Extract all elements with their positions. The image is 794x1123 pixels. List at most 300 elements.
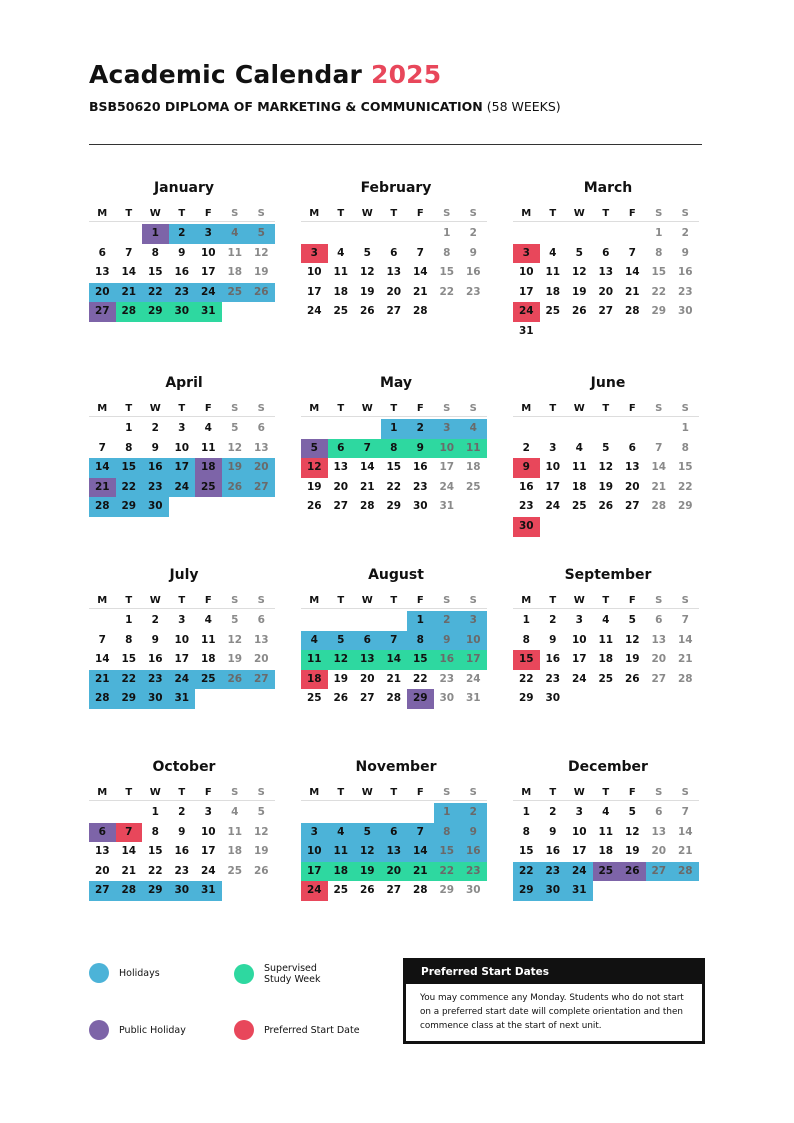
- month-grid: [513, 592, 703, 709]
- day-cell: 27: [651, 672, 667, 685]
- day-cell: 25: [333, 305, 349, 318]
- day-cell: 1: [522, 614, 530, 626]
- weekday-header: W: [354, 592, 381, 609]
- day-cell: 13: [624, 461, 640, 474]
- day-cell: 20: [624, 480, 640, 493]
- day-cell: 7: [655, 441, 663, 454]
- day-cell: 25: [333, 884, 349, 897]
- day-cell: 4: [549, 246, 557, 259]
- empty-cell: [328, 419, 355, 439]
- month-grid: [513, 784, 703, 901]
- day-cell: 26: [359, 305, 375, 318]
- day-cell: 25: [571, 500, 587, 513]
- day-cell: 12: [624, 633, 640, 646]
- day-cell: 25: [306, 692, 322, 705]
- month-february: [301, 178, 491, 322]
- weekday-header: F: [407, 784, 434, 801]
- day-cell: 11: [200, 633, 216, 646]
- day-cell: 13: [253, 633, 269, 646]
- day-cell: 22: [116, 478, 143, 498]
- empty-cell: [328, 224, 355, 244]
- day-cell: 13: [94, 266, 110, 279]
- day-cell: 8: [381, 439, 408, 459]
- weekday-header: T: [540, 784, 567, 801]
- day-cell: 1: [407, 611, 434, 631]
- day-cell: 2: [178, 806, 186, 818]
- empty-cell: [593, 224, 620, 244]
- day-cell: 15: [434, 842, 461, 862]
- day-cell: 19: [624, 653, 640, 666]
- weekday-header: S: [672, 205, 699, 222]
- empty-cell: [301, 224, 328, 244]
- weekday-header: S: [434, 400, 461, 417]
- month-name: March: [583, 180, 633, 196]
- day-cell: 21: [359, 480, 375, 493]
- month-grid: [513, 205, 703, 342]
- weekday-header: T: [381, 784, 408, 801]
- day-cell: 29: [677, 500, 693, 513]
- day-cell: 21: [677, 653, 693, 666]
- day-cell: 26: [598, 500, 614, 513]
- empty-cell: [381, 611, 408, 631]
- day-cell: 21: [386, 672, 402, 685]
- day-cell: 2: [169, 224, 196, 244]
- day-cell: 17: [301, 862, 328, 882]
- weekday-header: F: [619, 784, 646, 801]
- day-cell: 4: [222, 224, 249, 244]
- day-cell: 17: [518, 285, 534, 298]
- day-cell: 7: [354, 439, 381, 459]
- day-cell: 6: [354, 631, 381, 651]
- weekday-header: S: [460, 592, 487, 609]
- empty-cell: [354, 803, 381, 823]
- weekday-header: M: [513, 784, 540, 801]
- weekday-header: M: [89, 400, 116, 417]
- day-cell: 31: [169, 689, 196, 709]
- empty-cell: [513, 419, 540, 439]
- day-cell: 19: [222, 458, 249, 478]
- day-cell: 18: [227, 845, 243, 858]
- day-cell: 5: [231, 614, 239, 626]
- weekday-header: T: [593, 400, 620, 417]
- day-cell: 2: [151, 614, 159, 626]
- day-cell: 23: [142, 670, 169, 690]
- day-cell: 23: [540, 862, 567, 882]
- day-cell: 24: [195, 283, 222, 303]
- weekday-header: S: [460, 205, 487, 222]
- day-cell: 10: [460, 631, 487, 651]
- preferred-start-heading: Preferred Start Dates: [406, 961, 702, 984]
- day-cell: 13: [354, 650, 381, 670]
- day-cell: 23: [169, 283, 196, 303]
- day-cell: 26: [359, 884, 375, 897]
- month-may: [301, 373, 491, 517]
- month-name: August: [368, 567, 424, 583]
- day-cell: 10: [200, 825, 216, 838]
- day-cell: 26: [306, 500, 322, 513]
- day-cell: 23: [465, 285, 481, 298]
- day-cell: 5: [328, 631, 355, 651]
- day-cell: 20: [253, 653, 269, 666]
- weekday-header: T: [593, 592, 620, 609]
- day-cell: 23: [412, 480, 428, 493]
- day-cell: 23: [142, 478, 169, 498]
- preferred-start-body: You may commence any Monday. Students who do not start on a preferred start date will complete orientation and then commence class at the start of next unit.: [420, 993, 684, 1031]
- day-cell: 14: [89, 458, 116, 478]
- day-cell: 1: [151, 806, 159, 818]
- day-cell: 24: [169, 478, 196, 498]
- day-cell: 5: [231, 422, 239, 434]
- day-cell: 22: [651, 285, 667, 298]
- day-cell: 17: [439, 461, 455, 474]
- day-cell: 17: [200, 266, 216, 279]
- month-grid: [89, 400, 279, 517]
- weekday-header: T: [169, 400, 196, 417]
- day-cell: 13: [651, 825, 667, 838]
- weekday-header: F: [619, 400, 646, 417]
- day-cell: 7: [98, 633, 106, 646]
- day-cell: 9: [178, 825, 186, 838]
- day-cell: 23: [460, 862, 487, 882]
- day-cell: 19: [624, 845, 640, 858]
- empty-cell: [619, 419, 646, 439]
- day-cell: 19: [253, 845, 269, 858]
- weekday-header: F: [407, 592, 434, 609]
- day-cell: 31: [195, 881, 222, 901]
- weekday-header: W: [566, 592, 593, 609]
- day-cell: 13: [253, 441, 269, 454]
- day-cell: 22: [386, 480, 402, 493]
- day-cell: 13: [386, 266, 402, 279]
- weekday-header: M: [513, 592, 540, 609]
- weekday-header: S: [222, 400, 249, 417]
- weekday-header: F: [619, 592, 646, 609]
- day-cell: 6: [98, 246, 106, 259]
- month-name: October: [152, 759, 216, 775]
- day-cell: 6: [655, 614, 663, 626]
- weekday-header: T: [328, 592, 355, 609]
- weekday-header: M: [301, 205, 328, 222]
- day-cell: 4: [204, 422, 212, 434]
- course-name: BSB50620 DIPLOMA OF MARKETING & COMMUNICATION: [89, 99, 483, 114]
- weekday-header: T: [169, 784, 196, 801]
- empty-cell: [89, 419, 116, 439]
- day-cell: 9: [681, 246, 689, 259]
- month-april: [89, 373, 279, 517]
- day-cell: 23: [545, 672, 561, 685]
- day-cell: 29: [651, 305, 667, 318]
- day-cell: 23: [677, 285, 693, 298]
- day-cell: 30: [142, 497, 169, 517]
- day-cell: 27: [89, 881, 116, 901]
- weekday-header: T: [381, 400, 408, 417]
- day-cell: 4: [231, 806, 239, 818]
- day-cell: 9: [178, 246, 186, 259]
- weekday-header: S: [646, 400, 673, 417]
- day-cell: 22: [518, 672, 534, 685]
- day-cell: 14: [677, 633, 693, 646]
- day-cell: 12: [359, 266, 375, 279]
- day-cell: 11: [328, 842, 355, 862]
- day-cell: 16: [677, 266, 693, 279]
- day-cell: 19: [598, 480, 614, 493]
- day-cell: 22: [439, 285, 455, 298]
- day-cell: 12: [253, 825, 269, 838]
- day-cell: 9: [151, 633, 159, 646]
- day-cell: 25: [195, 670, 222, 690]
- day-cell: 28: [412, 884, 428, 897]
- day-cell: 5: [301, 439, 328, 459]
- day-cell: 18: [465, 461, 481, 474]
- day-cell: 6: [390, 246, 398, 259]
- day-cell: 11: [227, 246, 243, 259]
- day-cell: 29: [518, 692, 534, 705]
- day-cell: 6: [328, 439, 355, 459]
- day-cell: 15: [386, 461, 402, 474]
- day-cell: 30: [513, 517, 540, 537]
- day-cell: 21: [407, 862, 434, 882]
- empty-cell: [407, 224, 434, 244]
- day-cell: 27: [89, 302, 116, 322]
- day-cell: 10: [518, 266, 534, 279]
- day-cell: 29: [142, 881, 169, 901]
- weekday-header: S: [222, 592, 249, 609]
- day-cell: 26: [253, 864, 269, 877]
- day-cell: 28: [386, 692, 402, 705]
- weekday-header: T: [116, 784, 143, 801]
- legend-label-preferred-start: Preferred Start Date: [264, 1024, 360, 1036]
- day-cell: 16: [545, 845, 561, 858]
- weekday-header: S: [646, 784, 673, 801]
- day-cell: 22: [434, 862, 461, 882]
- day-cell: 25: [545, 305, 561, 318]
- month-name: February: [360, 180, 432, 196]
- day-cell: 10: [306, 266, 322, 279]
- weekday-header: W: [566, 784, 593, 801]
- header-divider: [89, 144, 702, 145]
- day-cell: 14: [677, 825, 693, 838]
- weekday-header: T: [540, 592, 567, 609]
- day-cell: 30: [169, 302, 196, 322]
- day-cell: 10: [301, 842, 328, 862]
- day-cell: 27: [386, 884, 402, 897]
- day-cell: 15: [651, 266, 667, 279]
- day-cell: 15: [121, 653, 137, 666]
- day-cell: 4: [328, 823, 355, 843]
- day-cell: 12: [354, 842, 381, 862]
- day-cell: 8: [151, 246, 159, 259]
- day-cell: 30: [545, 692, 561, 705]
- weekday-header: S: [222, 205, 249, 222]
- empty-cell: [593, 419, 620, 439]
- day-cell: 7: [416, 246, 424, 259]
- day-cell: 18: [301, 670, 328, 690]
- weekday-header: S: [248, 205, 275, 222]
- day-cell: 18: [571, 480, 587, 493]
- day-cell: 5: [575, 246, 583, 259]
- day-cell: 22: [142, 283, 169, 303]
- day-cell: 16: [174, 266, 190, 279]
- day-cell: 8: [125, 441, 133, 454]
- day-cell: 9: [460, 823, 487, 843]
- month-name: January: [153, 180, 215, 196]
- month-name: September: [564, 567, 652, 583]
- day-cell: 20: [94, 864, 110, 877]
- day-cell: 18: [598, 653, 614, 666]
- day-cell: 27: [598, 305, 614, 318]
- day-cell: 16: [142, 458, 169, 478]
- weekday-header: S: [434, 205, 461, 222]
- weekday-header: W: [566, 400, 593, 417]
- legend-label-public-holiday: Public Holiday: [119, 1024, 186, 1036]
- month-grid: [513, 400, 703, 537]
- day-cell: 13: [381, 842, 408, 862]
- day-cell: 29: [513, 881, 540, 901]
- day-cell: 25: [227, 864, 243, 877]
- day-cell: 17: [460, 650, 487, 670]
- month-grid: [89, 205, 279, 322]
- day-cell: 16: [147, 653, 163, 666]
- empty-cell: [354, 611, 381, 631]
- month-name: May: [379, 375, 413, 391]
- day-cell: 19: [333, 672, 349, 685]
- day-cell: 2: [434, 611, 461, 631]
- day-cell: 28: [89, 497, 116, 517]
- day-cell: 10: [434, 439, 461, 459]
- month-november: [301, 757, 491, 901]
- day-cell: 21: [89, 670, 116, 690]
- day-cell: 4: [575, 441, 583, 454]
- weekday-header: S: [248, 400, 275, 417]
- weekday-header: S: [672, 400, 699, 417]
- day-cell: 11: [301, 650, 328, 670]
- day-cell: 2: [469, 227, 477, 239]
- day-cell: 11: [545, 266, 561, 279]
- weekday-header: W: [354, 784, 381, 801]
- day-cell: 11: [598, 633, 614, 646]
- day-cell: 11: [200, 441, 216, 454]
- day-cell: 15: [116, 458, 143, 478]
- empty-cell: [328, 611, 355, 631]
- day-cell: 27: [624, 500, 640, 513]
- day-cell: 8: [151, 825, 159, 838]
- day-cell: 20: [651, 653, 667, 666]
- day-cell: 1: [522, 806, 530, 818]
- day-cell: 30: [142, 689, 169, 709]
- day-cell: 10: [571, 825, 587, 838]
- day-cell: 22: [677, 480, 693, 493]
- month-grid: [89, 784, 279, 901]
- day-cell: 4: [602, 806, 610, 818]
- weekday-header: T: [381, 592, 408, 609]
- weekday-header: W: [354, 400, 381, 417]
- day-cell: 22: [513, 862, 540, 882]
- day-cell: 5: [363, 246, 371, 259]
- day-cell: 16: [174, 845, 190, 858]
- day-cell: 12: [227, 633, 243, 646]
- day-cell: 1: [125, 614, 133, 626]
- day-cell: 25: [598, 672, 614, 685]
- day-cell: 9: [434, 631, 461, 651]
- day-cell: 4: [301, 631, 328, 651]
- empty-cell: [116, 224, 143, 244]
- day-cell: 1: [443, 227, 451, 239]
- day-cell: 28: [89, 689, 116, 709]
- day-cell: 17: [306, 285, 322, 298]
- empty-cell: [540, 224, 567, 244]
- month-grid: [301, 400, 491, 517]
- preferred-start-box: [403, 958, 705, 1044]
- weekday-header: M: [89, 784, 116, 801]
- day-cell: 25: [593, 862, 620, 882]
- weekday-header: T: [328, 784, 355, 801]
- day-cell: 6: [89, 823, 116, 843]
- weekday-header: W: [566, 205, 593, 222]
- day-cell: 8: [443, 246, 451, 259]
- day-cell: 21: [116, 283, 143, 303]
- month-september: [513, 565, 703, 709]
- day-cell: 24: [301, 881, 328, 901]
- day-cell: 21: [121, 864, 137, 877]
- day-cell: 24: [169, 670, 196, 690]
- day-cell: 7: [116, 823, 143, 843]
- course-subtitle: [89, 99, 561, 114]
- day-cell: 2: [407, 419, 434, 439]
- day-cell: 29: [439, 884, 455, 897]
- weekday-header: T: [381, 205, 408, 222]
- day-cell: 31: [566, 881, 593, 901]
- month-name: December: [568, 759, 648, 775]
- day-cell: 24: [439, 480, 455, 493]
- weekday-header: T: [593, 784, 620, 801]
- day-cell: 18: [598, 845, 614, 858]
- day-cell: 9: [151, 441, 159, 454]
- legend-supervised-study: [234, 963, 320, 985]
- day-cell: 28: [624, 305, 640, 318]
- day-cell: 3: [549, 441, 557, 454]
- day-cell: 19: [253, 266, 269, 279]
- day-cell: 6: [628, 441, 636, 454]
- day-cell: 20: [381, 862, 408, 882]
- day-cell: 3: [301, 823, 328, 843]
- day-cell: 29: [142, 302, 169, 322]
- empty-cell: [566, 419, 593, 439]
- legend-label-holidays: Holidays: [119, 967, 160, 979]
- weekday-header: S: [646, 592, 673, 609]
- day-cell: 18: [200, 653, 216, 666]
- day-cell: 17: [571, 845, 587, 858]
- weekday-header: F: [619, 205, 646, 222]
- day-cell: 22: [412, 672, 428, 685]
- day-cell: 10: [200, 246, 216, 259]
- day-cell: 19: [354, 862, 381, 882]
- legend-label-supervised-line1: Supervised: [264, 963, 317, 974]
- day-cell: 10: [545, 461, 561, 474]
- day-cell: 13: [333, 461, 349, 474]
- day-cell: 15: [147, 266, 163, 279]
- day-cell: 14: [121, 266, 137, 279]
- day-cell: 23: [174, 864, 190, 877]
- weekday-header: M: [301, 400, 328, 417]
- empty-cell: [619, 224, 646, 244]
- day-cell: 4: [460, 419, 487, 439]
- day-cell: 26: [248, 283, 275, 303]
- weekday-header: T: [540, 400, 567, 417]
- empty-cell: [513, 224, 540, 244]
- day-cell: 12: [328, 650, 355, 670]
- day-cell: 27: [248, 478, 275, 498]
- weekday-header: T: [116, 400, 143, 417]
